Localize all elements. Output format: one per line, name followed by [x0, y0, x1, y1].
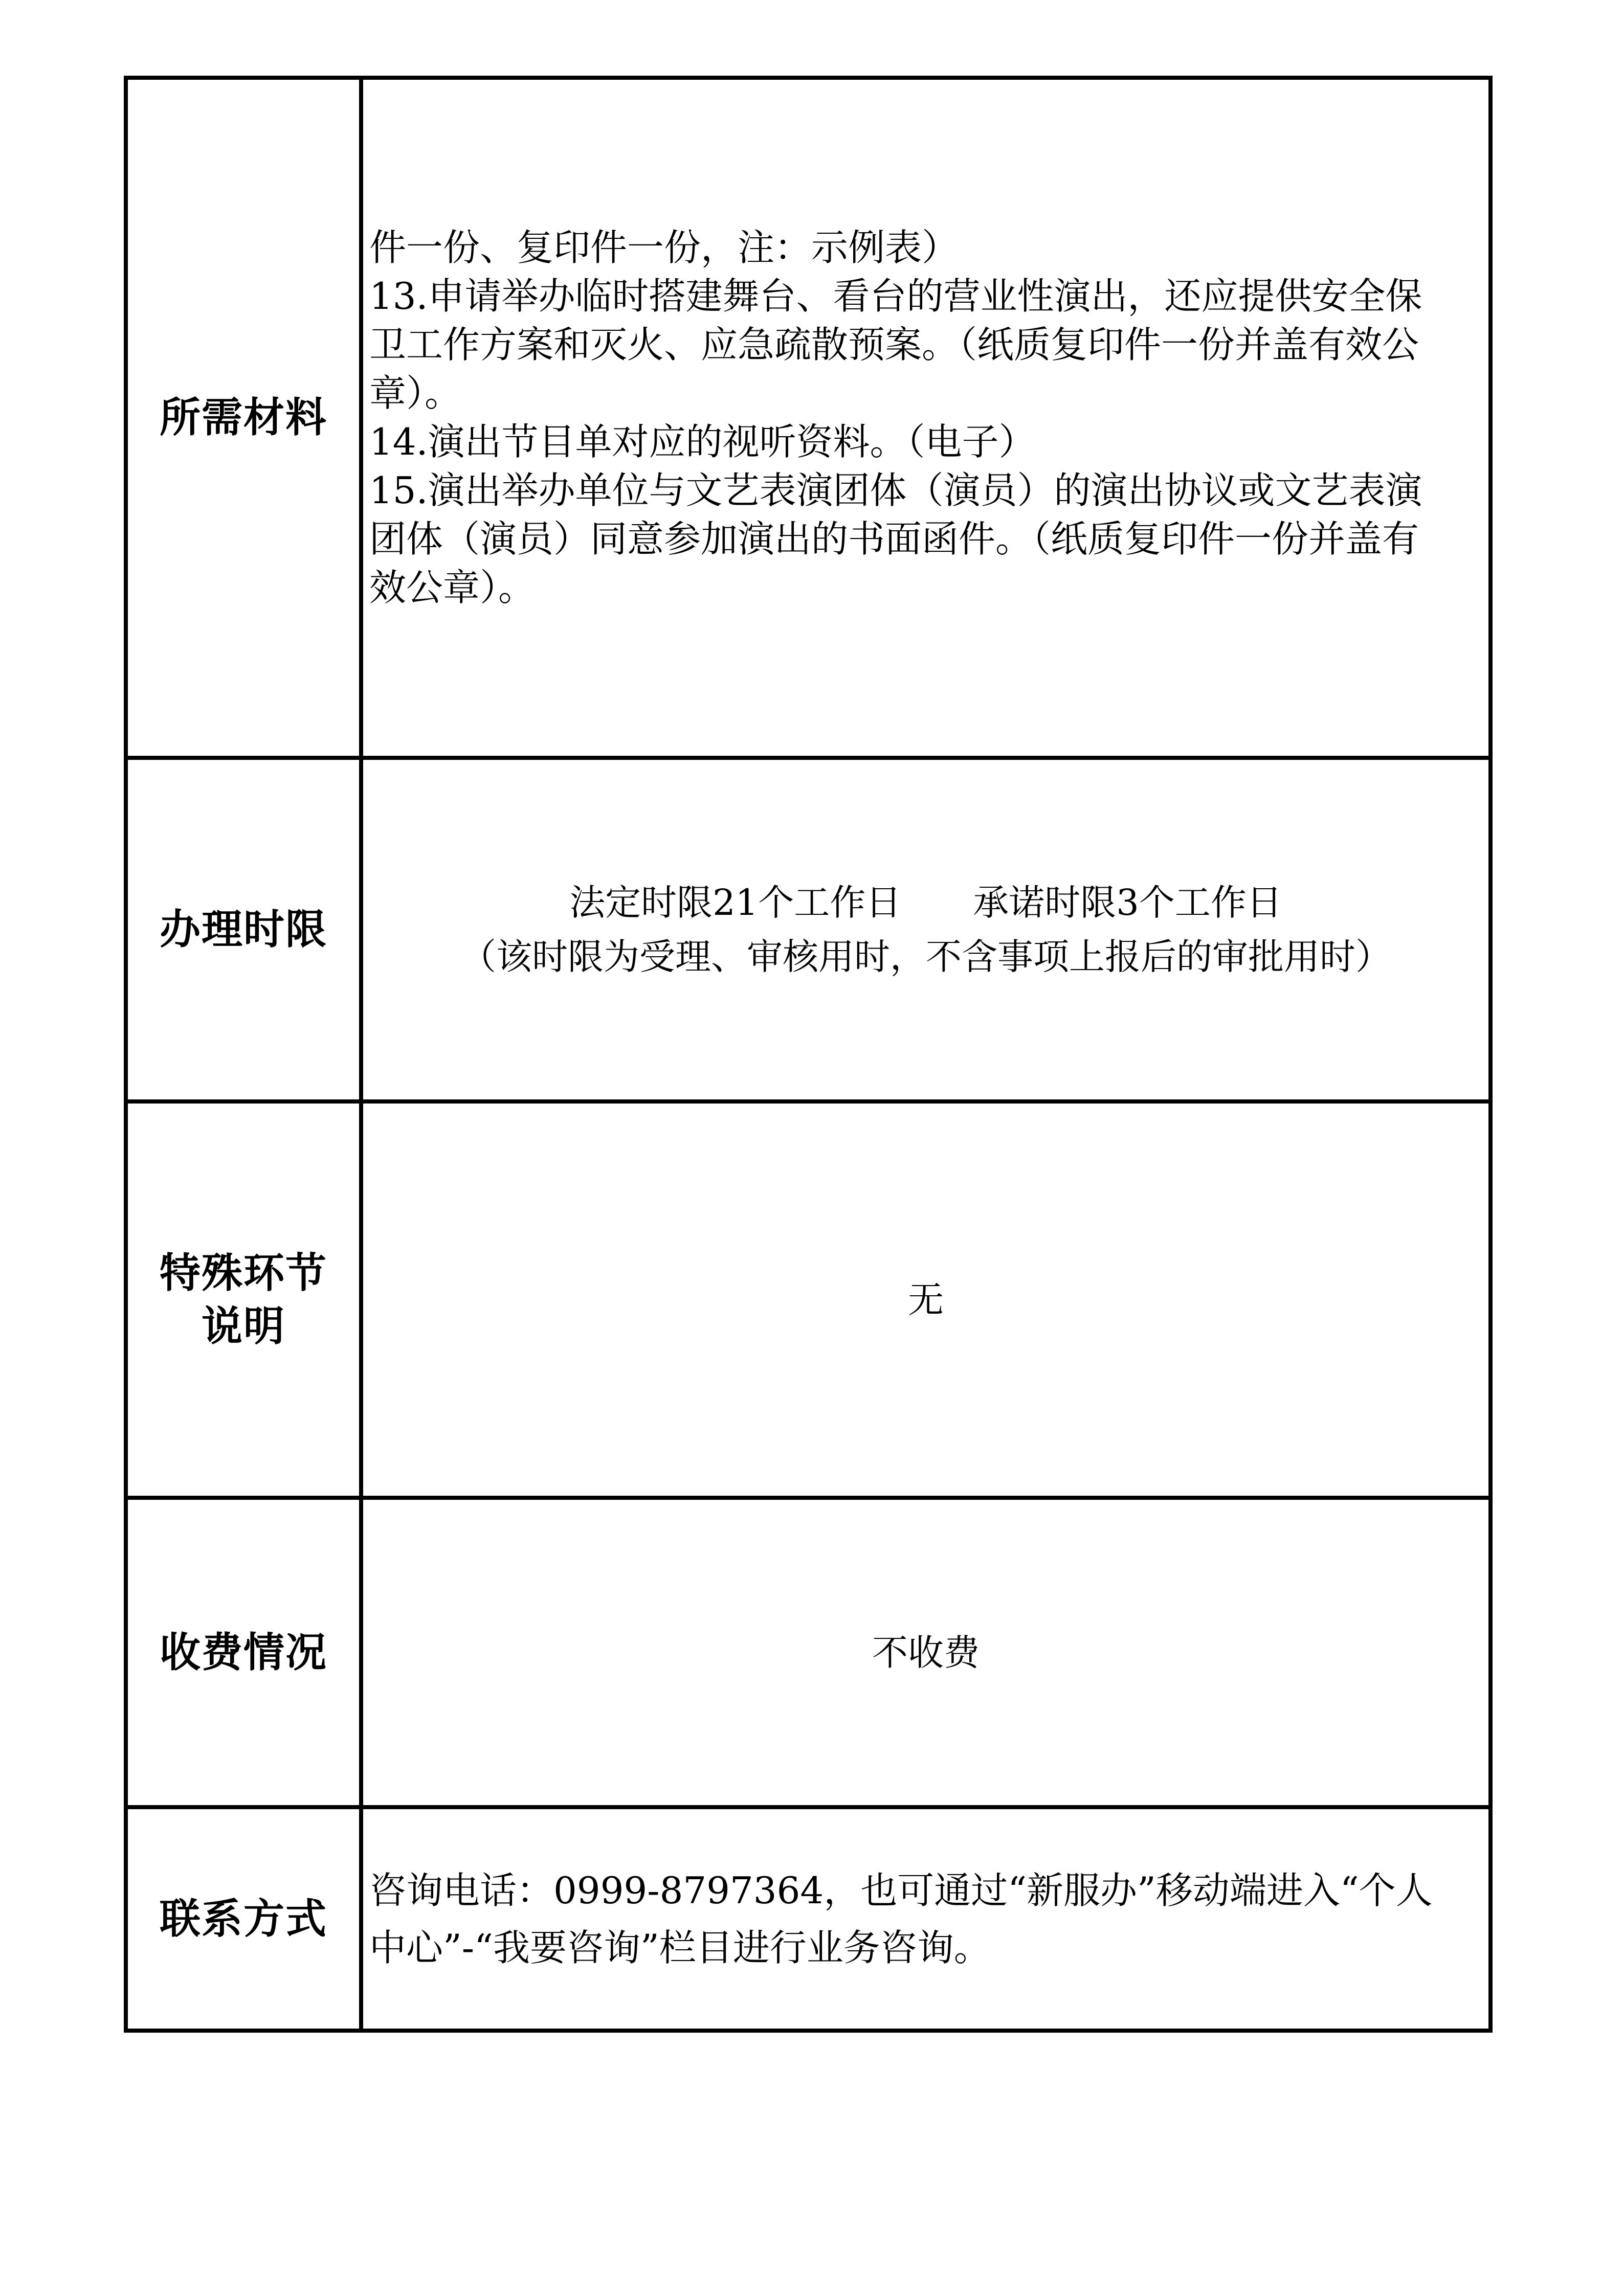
- label-text: 联系方式: [160, 1896, 327, 1942]
- content-special-procedure-note: [363, 1104, 1488, 1496]
- table-row-special-procedure-note: [128, 1099, 1488, 1496]
- text-line: 咨询电话：0999-8797364，也可通过“新服办”移动端进入“个人: [369, 1869, 1433, 1912]
- text-line: 14.演出节目单对应的视听资料。（电子）: [369, 420, 1036, 463]
- text-line: 13.申请举办临时搭建舞台、看台的营业性演出，还应提供安全保: [369, 275, 1422, 318]
- content-fee-status: [363, 1500, 1488, 1805]
- content-required-materials: [363, 80, 1488, 756]
- label-contact-info: [128, 1809, 363, 2029]
- text-line: 卫工作方案和灭火、应急疏散预案。（纸质复印件一份并盖有效公: [369, 323, 1419, 366]
- text-line: 件一份、复印件一份，注：示例表）: [369, 226, 959, 269]
- label-text: 特殊环节: [160, 1250, 327, 1296]
- label-fee-status: [128, 1500, 363, 1805]
- table-row-contact-info: [128, 1805, 1488, 2029]
- label-required-materials: [128, 80, 363, 756]
- text-line: 中心”-“我要咨询”栏目进行业务咨询。: [369, 1926, 991, 1969]
- text-line: 15.演出举办单位与文艺表演团体（演员）的演出协议或文艺表演: [369, 469, 1422, 512]
- text-line: 章）。: [369, 372, 462, 415]
- table-row-fee-status: [128, 1496, 1488, 1805]
- table-row-processing-time-limit: [128, 756, 1488, 1099]
- text-line: 无: [908, 1278, 944, 1321]
- table-row-required-materials: [128, 80, 1488, 756]
- text-line: 团体（演员）同意参加演出的书面函件。（纸质复印件一份并盖有: [369, 517, 1419, 560]
- label-special-procedure-note: [128, 1104, 363, 1496]
- label-text: 办理时限: [160, 907, 327, 952]
- label-text: 收费情况: [160, 1629, 327, 1675]
- text-line: 法定时限21个工作日 承诺时限3个工作日: [569, 882, 1282, 924]
- text-line: （该时限为受理、审核用时，不含事项上报后的审批用时）: [460, 936, 1391, 978]
- label-text: 所需材料: [160, 395, 327, 440]
- content-contact-info: [363, 1809, 1488, 2029]
- text-line: 效公章）。: [369, 566, 536, 609]
- content-processing-time-limit: [363, 760, 1488, 1099]
- label-text: 说明: [202, 1303, 285, 1349]
- label-processing-time-limit: [128, 760, 363, 1099]
- service-guide-table: [124, 76, 1493, 2033]
- text-line: 不收费: [872, 1631, 980, 1674]
